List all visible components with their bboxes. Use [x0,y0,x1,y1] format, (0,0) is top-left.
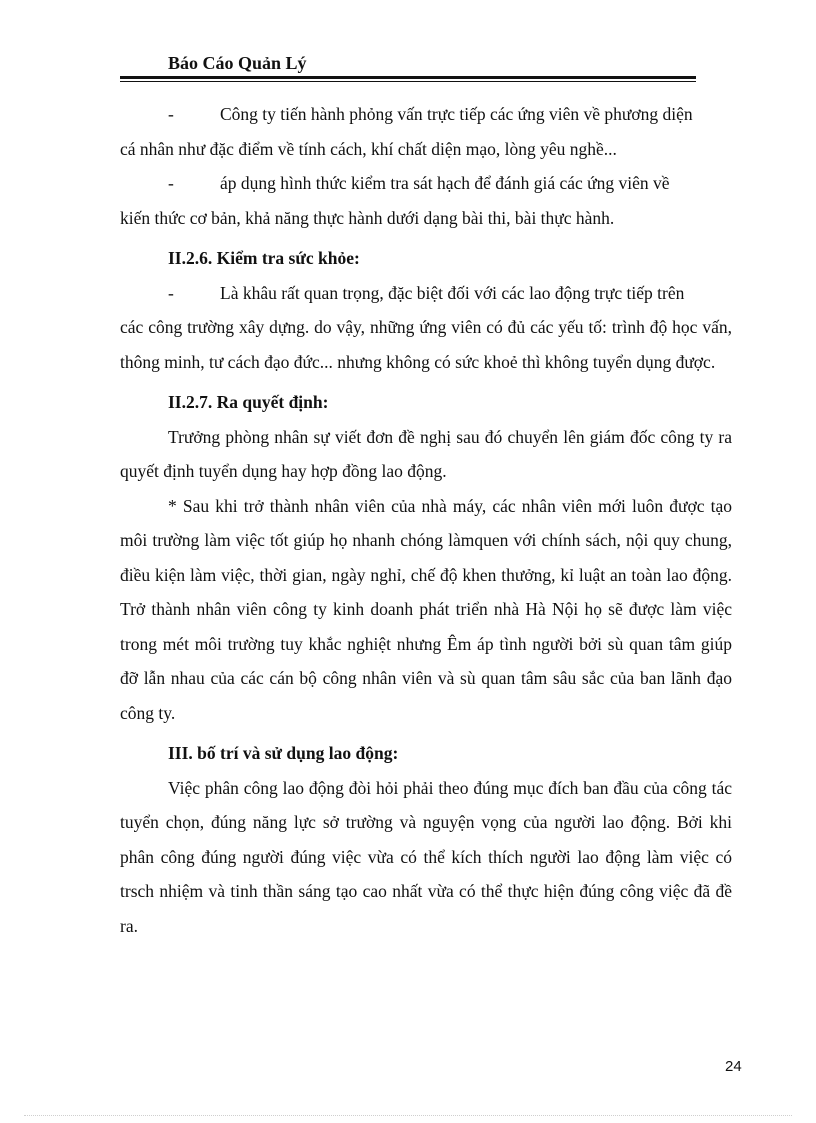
section-heading-decision: II.2.7. Ra quyết định: [168,392,329,412]
paragraph-text: Trưởng phòng nhân sự viết đơn đề nghị sau đó chuyển lên giám đốc công ty ra quyết định tuyển dụng hay hợp đồng lao động. [120,426,732,481]
section-heading-health-check: II.2.6. Kiểm tra sức khỏe: [168,248,360,268]
paragraph-text: cá nhân như đặc điểm về tính cách, khí chất diện mạo, lòng yêu nghề... [120,138,617,159]
bullet-dash: - [168,104,174,124]
paragraph-text: Là khâu rất quan trọng, đặc biệt đối với các lao động trực tiếp trên [220,282,685,303]
paragraph-text: * Sau khi trở thành nhân viên của nhà máy, các nhân viên mới luôn được tạo môi trường làm việc tốt giúp họ nhanh chóng làmquen với chính sách, nội quy chung, điều kiện làm việc, thời gian, ngày nghỉ, chế độ khen thưởng, kỉ luật an toàn lao động. Trở thành nhân viên công ty kinh doanh phát triển nhà Hà Nội họ sẽ được làm việc trong mét môi trường tuy khắc nghiệt nhưng Êm áp tình người bởi sù quan tâm giúp đỡ lẫn nhau của các cán bộ công nhân viên và sù quan tâm sâu sắc của ban lãnh đạo công ty. [120,495,732,723]
paragraph-text: các công trường xây dựng. do vậy, những ứng viên có đủ các yếu tố: trình độ học vấn, thông minh, tư cách đạo đức... nhưng không có sức khoẻ thì không tuyển dụng được. [120,317,732,372]
paragraph-text: áp dụng hình thức kiểm tra sát hạch để đánh giá các ứng viên về [220,173,670,193]
bullet-dash: - [168,282,174,303]
section-heading-allocation: III. bố trí và sử dụng lao động: [168,743,399,763]
paragraph-text: Công ty tiến hành phỏng vấn trực tiếp các ứng viên về phương diện [220,104,693,124]
paragraph-text: Việc phân công lao động đòi hỏi phải theo đúng mục đích ban đầu của công tác tuyển chọn, đúng năng lực sở trường và nguyện vọng của người lao động. Bởi khi phân công đúng người đúng việc vừa có thể kích thích người lao động làm việc có trsch nhiệm và tinh thần sáng tạo cao nhất vừa có thể thực hiện đúng công việc đã đề ra. [120,777,732,936]
page-bottom-border [24,1115,792,1116]
bullet-paragraph-health [120,276,732,311]
header-title: Báo Cáo Quản Lý [168,53,307,73]
page-body [120,97,732,943]
paragraph-text: kiến thức cơ bản, khả năng thực hành dưới dạng bài thi, bài thực hành. [120,207,615,228]
page-header [120,52,696,82]
header-rule-thick [120,76,696,79]
header-rule-thin [120,81,696,82]
bullet-paragraph-test [120,166,732,201]
bullet-dash: - [168,173,174,193]
bullet-paragraph-interview [120,97,732,132]
page-number: 24 [725,1058,742,1075]
